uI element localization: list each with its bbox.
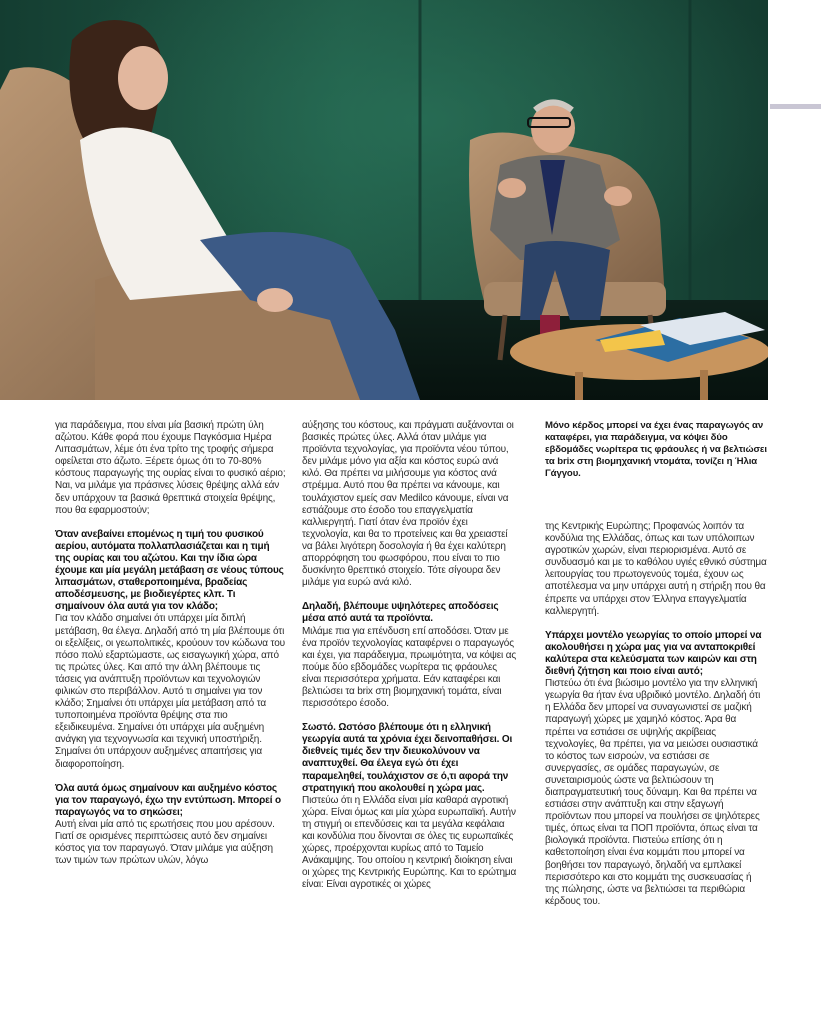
interview-answer: Αυτή είναι μία από τις ερωτήσεις που μου αρέσουν. Γιατί σε ορισμένες περιπτώσεις αυτό δεν σημαίνει κόστος για τον παραγωγό. Όταν μιλάμε για αύξηση των τιμών των πρώτων υλών, λόγω	[55, 818, 275, 867]
interview-question: Όταν ανεβαίνει επομένως η τιμή του φυσικού αερίου, αυτόματα πολλαπλασιάζεται και η τιμή της ουρίας και του αζώτου. Και την ίδια ώρα έχουμε και μία μεγάλη μετάβαση σε νέους τύπους λιπασμάτων, σταθεροποιημένα, βραδείας αποδέσμευσης, με βιοδιεγέρτες κλπ. Τι σημαίνουν όλα αυτά για τον κλάδο;	[55, 528, 284, 613]
interview-question: Υπάρχει μοντέλο γεωργίας το οποίο μπορεί να ακολουθήσει η χώρα μας για να ανταποκριθεί καλύτερα στα κελεύσματα των καιρών και στη διεθνή ζήτηση και ποιο είναι αυτό;	[545, 629, 762, 678]
article-column-1	[55, 420, 287, 867]
side-accent-bar	[770, 104, 821, 109]
interview-answer: Για τον κλάδο σημαίνει ότι υπάρχει μία διπλή μετάβαση, θα έλεγα. Δηλαδή από τη μία βλέπουμε ότι οι εξελίξεις, οι γεωπολιτικές, κρούουν τον κώδωνα του πόσο πολύ εξαρτώμαστε, ως εισαγωγική χώρα, από τις πρώτες ύλες. Και από την άλλη βλέπουμε τις τάσεις για ανάπτυξη προϊόντων και τεχνολογιών φιλικών στο περιβάλλον. Αυτό τι σημαίνει για τον κλάδο; Σημαίνει ότι υπάρχει μία μετάβαση από τα τυποποιημένα προϊόντα θρέψης στα πιο εξειδικευμένα. Σημαίνει ότι υπάρχει μία αυξημένη ανάγκη για τεχνογνωσία και τεχνική υποστήριξη. Σημαίνει ότι υπάρχουν αυξημένες απαιτήσεις για διαφοροποίηση.	[55, 613, 285, 770]
interview-answer: Μιλάμε πια για επένδυση επί αποδόσει. Όταν με ένα προϊόν τεχνολογίας καταφέρνει ο παραγωγός και έχει, για παράδειγμα, πρωιμότητα, να κόψει ας πούμε δύο εβδομάδες νωρίτερα τις φράουλες είναι περισσότερα χρήματα. Εάν καταφέρει και βελτιώσει τα brix στη βιομηχανική τομάτα, είναι περισσότερο έσοδο.	[302, 625, 517, 710]
article-column-2	[302, 420, 517, 891]
interview-answer: Πιστεύω ότι ένα βιώσιμο μοντέλο για την ελληνική γεωργία θα ήταν ένα υβριδικό μοντέλο. Δηλαδή ότι η Ελλάδα δεν μπορεί να συναγωνιστεί σε μαζική παραγωγή χώρες με χαμηλό κόστος. Άρα θα πρέπει να εστιάσει σε υψηλής ακρίβειας τεχνολογίες, θα πρέπει, για να μειώσει ουσιαστικά το κόστος των εισροών, να εστιάσει σε συνεργασίες, σε ομάδες παραγωγών, σε συνεταιρισμούς ώστε να βελτιώσουν τη διαπραγματευτική τους δύναμη. Και θα πρέπει να εστιάσει στην ανάπτυξη και στην εξαγωγή προϊόντων που μπορεί να πουλήσει σε ψηλότερες τιμές, όπως είναι τα ΠΟΠ προϊόντα, όπως είναι τα βιολογικά προϊόντα. Πιστεύω επίσης ότι η καθετοποίηση είναι ένα κομμάτι που μπορεί να βοηθήσει τον παραγωγό, δηλαδή να εμπλακεί περισσότερο και στο κομμάτι της συσκευασίας ή της πώλησης, ώστε να βελτιώσει τα περιθώρια κέρδους του.	[545, 678, 761, 907]
interview-question: Όλα αυτά όμως σημαίνουν και αυξημένο κόστος για τον παραγωγό, έχω την εντύπωση. Μπορεί ο παραγωγός να το σηκώσει;	[55, 782, 281, 818]
body-paragraph: για παράδειγμα, που είναι μία βασική πρώτη ύλη αζώτου. Κάθε φορά που έχουμε Παγκόσμια Ημέρα Λιπασμάτων, λέμε ότι ένα τρίτο της τροφής σήμερα οφείλεται στο άζωτο. Ξέρετε όμως ότι το 70-80% κόστους παραγωγής της ουρίας είναι το φυσικό αέριο; Ναι, να μιλάμε για πράσινες λύσεις θρέψης αλλά εάν δεν υπάρχουν τα βασικά θρεπτικά στοιχεία θρέψης, που θα εφαρμοστούν;	[55, 420, 286, 516]
article-column-3	[545, 521, 767, 908]
pull-quote-text: Μόνο κέρδος μπορεί να έχει ένας παραγωγός αν καταφέρει, για παράδειγμα, να κόψει δύο εβδομάδες νωρίτερα τις φράουλες ή να βελτιώσει τα brix στη βιομηχανική ντομάτα, τονίζει η Ήλια Γάγγου.	[545, 420, 767, 479]
body-paragraph: της Κεντρικής Ευρώπης; Προφανώς λοιπόν τα κονδύλια της Ελλάδας, όπως και των υπόλοιπων αγροτικών χωρών, είναι περιορισμένα. Αυτό σε συνδυασμό και με το καθόλου υγιές εθνικό σύστημα λειτουργίας του πρωτογενούς τομέα, έχουν ως αποτέλεσμα να μην υπάρχει αυτή η στήριξη που θα έπρεπε να υπάρχει στον Έλληνα επαγγελματία καλλιεργητή.	[545, 521, 767, 617]
pull-quote	[545, 420, 767, 480]
interview-answer: Πιστεύω ότι η Ελλάδα είναι μία καθαρά αγροτική χώρα. Είναι όμως και μία χώρα ευρωπαϊκή. Αυτήν τη στιγμή οι επενδύσεις και τα μεγάλα κεφάλαια και κονδύλια που δίνονται σε όλες τις ευρωπαϊκές χώρες, προέρχονται κυρίως από το Ταμείο Ανάκαμψης. Του οποίου η κεντρική διοίκηση είναι οι χώρες της Κεντρικής Ευρώπης. Και το ερώτημα είναι: Είναι αγροτικές οι χώρες	[302, 794, 517, 891]
body-paragraph: αύξησης του κόστους, και πράγματι αυξάνονται οι βασικές πρώτες ύλες. Αλλά όταν μιλάμε για προϊόντα τεχνολογίας, για προϊόντα νέου τύπου, δεν μιλάμε μόνο για αξία και κόστος ευρώ ανά κιλό. Θα πρέπει να μιλήσουμε για κόστος ανά στρέμμα. Αυτό που θα πρέπει να κάνουμε, και τουλάχιστον εμείς σαν Medilco κάνουμε, είναι να εστιάζουμε στο έσοδο του επαγγελματία καλλιεργητή. Γιατί όταν ένα προϊόν έχει τεχνολογία, και θα το προτείνεις και θα χρειαστεί να βάλει λιγότερη δοσολογία ή θα έχει καλύτερη απορρόφηση του φωσφόρου, που είναι το πιο δυσκίνητο θρεπτικό στοιχείο. Τότε σίγουρα δεν μιλάμε για ευρώ ανά κιλό.	[302, 420, 514, 589]
interview-photo-illustration	[0, 0, 768, 400]
interview-photo	[0, 0, 768, 400]
interview-question: Σωστό. Ωστόσο βλέπουμε ότι η ελληνική γεωργία αυτά τα χρόνια έχει δεινοπαθήσει. Οι διεθνείς τιμές δεν την διευκολύνουν να αναπτυχθεί. Θα έλεγα εγώ ότι έχει παραμεληθεί, τουλάχιστον σε ό,τι αφορά την στρατηγική που ακολουθεί η χώρα μας.	[302, 722, 513, 794]
interview-question: Δηλαδή, βλέπουμε υψηλότερες αποδόσεις μέσα από αυτά τα προϊόντα.	[302, 601, 499, 625]
